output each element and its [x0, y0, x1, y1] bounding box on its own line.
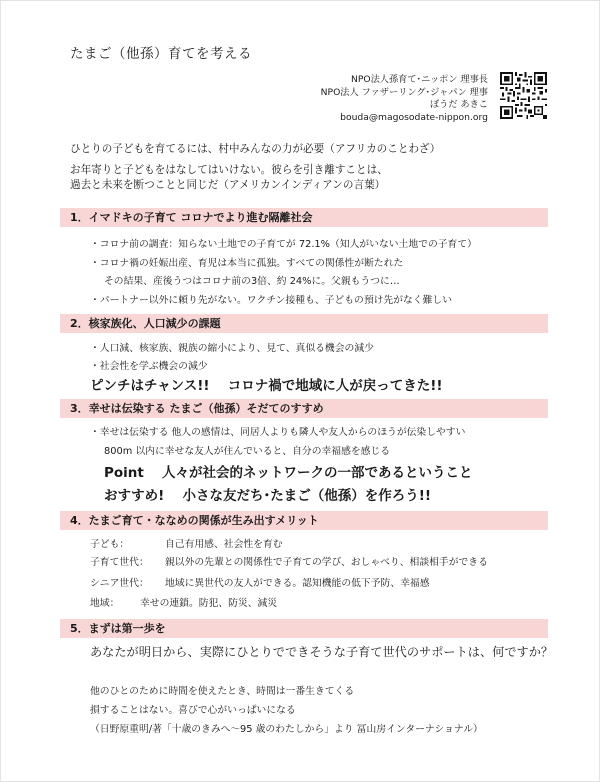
section-5-heading: 5．まずは第一歩を — [60, 619, 548, 638]
merit-text-parents: 親以外の先輩との関係性で子育ての学び、おしゃべり、相談相手ができる — [165, 557, 488, 568]
section-3-line-1: ・幸せは伝染する 他人の感情は、同居人よりも隣人や友人からのほうが伝染しやすい — [90, 427, 466, 438]
author-affiliation-2: NPO法人 ファザーリング･ジャパン 理事 — [320, 86, 488, 98]
merit-text-community: 幸せの連鎖。防犯、防災、減災 — [140, 598, 278, 609]
closing-citation: （日野原重明/著「十歳のきみへ～95 歳のわたしから」より 冨山房インターナショナル） — [90, 724, 483, 735]
section-2-emphasis: ピンチはチャンス!! コロナ禍で地域に人が戻ってきた!! — [90, 378, 443, 394]
section-3-line-2: 800m 以内に幸せな友人が住んでいると、自分の幸福感を感じる — [104, 446, 391, 457]
author-affiliation-1: NPO法人孫育て･ニッポン 理事長 — [350, 74, 488, 85]
merit-label-children: 子ども： — [90, 539, 130, 550]
section-1-line-3: その結果、産後うつはコロナ前の3倍、約 24%に。父親もうつに… — [104, 276, 400, 287]
section-3-point: Point 人々が社会的ネットワークの一部であるということ — [104, 465, 473, 481]
section-4-heading: 4．たまご育て・ななめの関係が生み出すメリット — [60, 511, 548, 530]
section-1-line-4: ・パートナー以外に頼り先がない。ワクチン接種も、子どもの預け先がなく難しい — [90, 295, 452, 306]
section-5-question: あなたが明日から、実際にひとりでできそうな子育て世代のサポートは、何ですか？ — [90, 645, 554, 659]
section-2-line-1: ・人口減、核家族、親族の縮小により、見て、真似る機会の減少 — [90, 343, 374, 354]
closing-line-1: 他のひとのために時間を使えたとき、時間は一番生きてくる — [90, 686, 355, 697]
intro-quote-1: ひとりの子どもを育てるには、村中みんなの力が必要（アフリカのことわざ） — [70, 143, 441, 155]
author-block — [321, 74, 488, 124]
merit-text-seniors: 地域に異世代の友人ができる。認知機能の低下予防、幸福感 — [165, 578, 430, 589]
section-2-line-2: ・社会性を学ぶ機会の減少 — [90, 361, 208, 372]
section-3-heading: 3．幸せは伝染する たまご（他孫）そだてのすすめ — [60, 399, 548, 418]
closing-line-2: 損することはない。喜びで心がいっぱいになる — [90, 705, 296, 716]
qr-code — [500, 72, 547, 119]
intro-quote-2a: お年寄りと子どもをはなしてはいけない。彼らを引き離すことは、 — [70, 164, 388, 176]
section-1-heading: 1．イマドキの子育て コロナでより進む隔離社会 — [60, 208, 548, 227]
author-name: ぼうだ あきこ — [429, 99, 488, 110]
section-1-line-1: ・コロナ前の調査：知らない土地での子育てが 72.1%（知人がいない土地での子育て） — [90, 239, 477, 250]
merit-text-children: 自己有用感、社会性を育む — [165, 539, 283, 550]
section-1-line-2: ・コロナ禍の妊娠出産、育児は本当に孤独。すべての関係性が断たれた — [90, 258, 404, 269]
merit-label-parents: 子育て世代： — [90, 557, 149, 568]
section-2-heading: 2．核家族化、人口減少の課題 — [60, 314, 548, 333]
merit-label-seniors: シニア世代： — [90, 578, 149, 589]
author-email: bouda@magosodate-nippon.org — [340, 111, 488, 123]
merit-label-community: 地域： — [90, 598, 120, 609]
page-title: たまご（他孫）育てを考える — [70, 46, 252, 62]
intro-quote-2b: 過去と未来を断つことと同じだ（アメリカンインディアンの言葉） — [70, 179, 386, 191]
section-3-recommend: おすすめ! 小さな友だち･たまご（他孫）を作ろう!! — [104, 488, 432, 504]
